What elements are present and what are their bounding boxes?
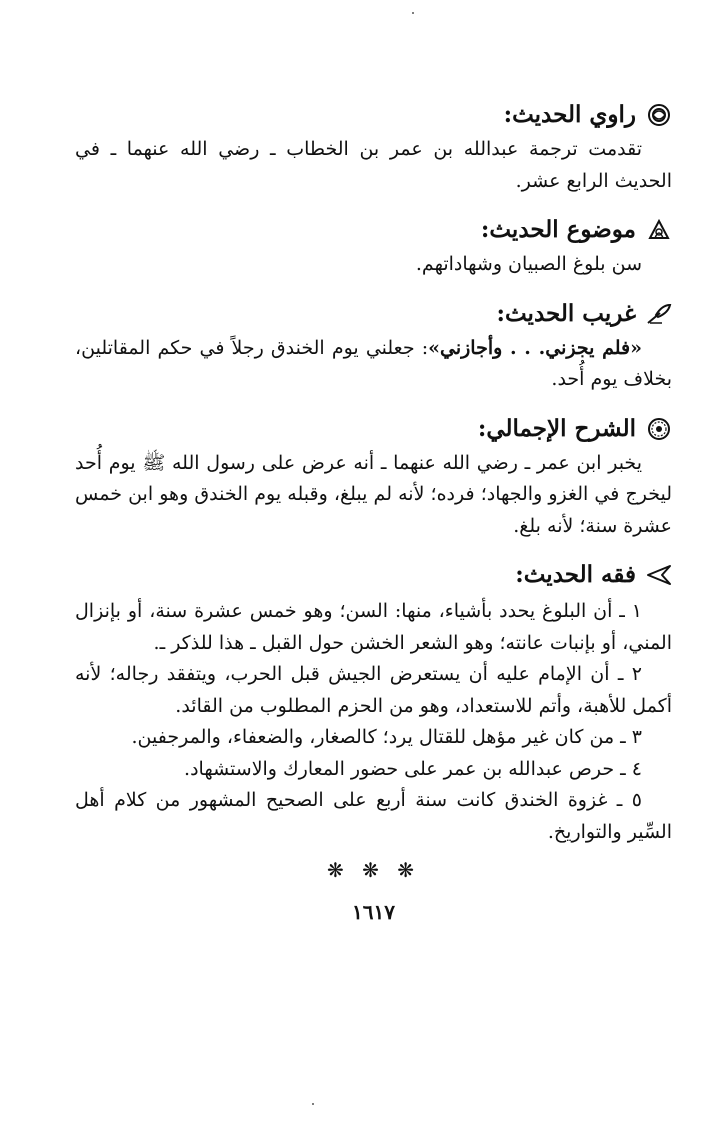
list-item: ٣ ـ من كان غير مؤهل للقتال يرد؛ كالصغار، والضعفاء، والمرجفين.	[131, 726, 642, 748]
section-heading-topic	[75, 213, 672, 247]
section-body-explanation: يخبر ابن عمر ـ رضي الله عنهما ـ أنه عرض على رسول الله ﷺ يوم أُحد ليخرج في الغزو والجهاد؛ فرده؛ لأنه لم يبلغ، وقبله يوم الخندق وهو ابن خمس عشرة سنة؛ لأنه بلغ.	[75, 451, 672, 537]
ornament-trefoil-icon	[646, 217, 672, 243]
arrow-pointer-icon	[646, 562, 672, 588]
section-heading-text: راوي الحديث:	[503, 101, 636, 128]
document-page	[75, 98, 672, 924]
scan-speck	[312, 1103, 314, 1105]
section-heading-explanation	[75, 412, 672, 446]
section-heading-jurisprudence	[75, 558, 672, 592]
list-item: ٤ ـ حرص عبدالله بن عمر على حضور المعارك والاستشهاد.	[184, 757, 642, 780]
section-heading-text: الشرح الإجمالي:	[477, 414, 636, 442]
section-heading-narrator	[75, 98, 672, 132]
list-item: ٢ ـ أن الإمام عليه أن يستعرض الجيش قبل الحرب، ويتفقد رجاله؛ لأنه أكمل للأهبة، وأتم للاستعداد، وهو من الحزم المطلوب من القائد.	[75, 663, 672, 717]
ornament-knot-icon	[646, 102, 672, 128]
quill-pen-icon	[646, 301, 672, 327]
list-item: ٥ ـ غزوة الخندق كانت سنة أربع على الصحيح المشهور من كلام أهل السِّير والتواريخ.	[75, 789, 672, 843]
jurisprudence-list	[75, 596, 672, 848]
section-body-vocabulary	[75, 333, 672, 396]
section-separator: ❋ ❋ ❋	[327, 858, 420, 882]
section-heading-text: غريب الحديث:	[496, 299, 636, 327]
page-number: ١٦١٧	[352, 900, 395, 924]
section-body-narrator: تقدمت ترجمة عبدالله بن عمر بن الخطاب ـ رضي الله عنهما ـ في الحديث الرابع عشر.	[75, 138, 672, 192]
vocabulary-definition: : جعلني يوم الخندق رجلاً في حكم المقاتلين، بخلاف يوم أُحد.	[75, 336, 672, 390]
vocabulary-term: «فلم يجزني. . . وأجازني»	[428, 336, 642, 359]
section-heading-vocabulary	[75, 297, 672, 331]
section-heading-text: موضوع الحديث:	[480, 216, 636, 243]
section-body-topic: سن بلوغ الصبيان وشهاداتهم.	[415, 253, 642, 275]
section-heading-text: فقه الحديث:	[515, 561, 636, 588]
scan-speck	[412, 12, 414, 14]
ornament-rosette-icon	[646, 416, 672, 442]
list-item: ١ ـ أن البلوغ يحدد بأشياء، منها: السن؛ وهو خمس عشرة سنة، أو بإنزال المني، أو بإنبات عانته؛ وهو الشعر الخشن حول القبل ـ هذا للذكر ـ.	[75, 600, 672, 654]
